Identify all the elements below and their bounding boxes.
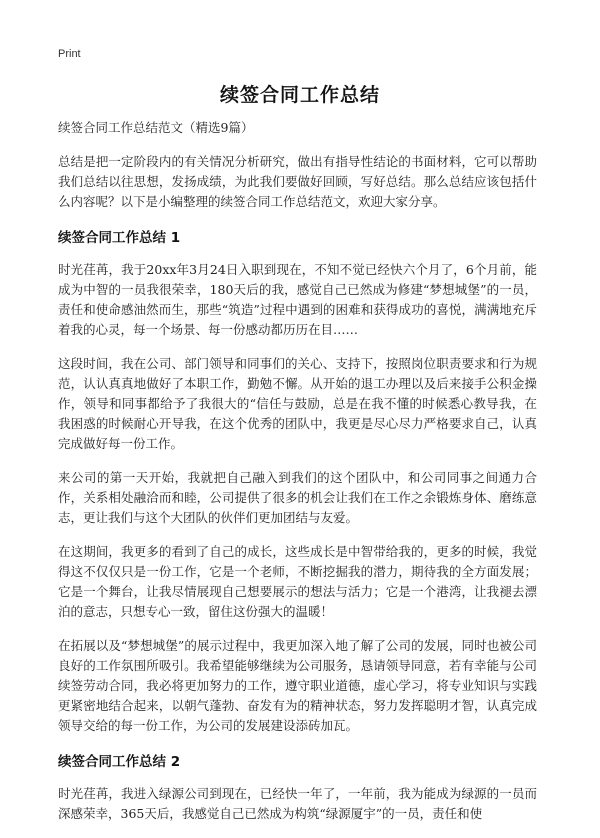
section-1-paragraph-5: 在拓展以及“梦想城堡”的展示过程中，我更加深入地了解了公司的发展，同时也被公司良好的工作氛围所吸引。我希望能够继续为公司服务，恳请领导同意，若有幸能与公司续签劳动合同，我必将更加努力的工作，遵守职业道德，虚心学习，将专业知识与实践更紧密地结合起来，以朝气蓬勃、奋发有为的精神状态，努力发挥聪明才智，认真完成领导交给的每一份工作，为公司的发展建设添砖加瓦。 bbox=[58, 638, 537, 733]
section-1-paragraph-3: 来公司的第一天开始，我就把自己融入到我们的这个团队中，和公司同事之间通力合作，关系相处融洽而和睦，公司提供了很多的机会让我们在工作之余锻炼身体、磨练意志，更让我们与这个大团队的伙伴们更加团结与友爱。 bbox=[58, 470, 537, 525]
document-subtitle: 续签合同工作总结范文（精选9篇） bbox=[58, 120, 254, 135]
section-1-paragraph-4: 在这期间，我更多的看到了自己的成长，这些成长是中智带给我的，更多的时候，我觉得这不仅仅只是一份工作，它是一个老师，不断挖掘我的潜力，期待我的全方面发展；它是一个舞台，让我尽情展现自己想要展示的想法与活力；它是一个港湾，让我褪去漂泊的意志，只想专心一致，留住这份强大的温暖！ bbox=[58, 544, 537, 619]
document-title: 续签合同工作总结 bbox=[219, 84, 380, 106]
document-body bbox=[58, 118, 537, 838]
section-heading-1: 续签合同工作总结 1 bbox=[58, 230, 181, 246]
print-link[interactable]: Print bbox=[58, 48, 81, 60]
section-2-paragraph-1: 时光荏苒，我进入绿源公司到现在，已经快一年了，一年前，我为能成为绿源的一员而深感荣幸，365天后，我感觉自己已然成为构筑“绿源厦宇”的一员，责任和使 bbox=[58, 786, 537, 821]
intro-paragraph: 总结是把一定阶段内的有关情况分析研究，做出有指导性结论的书面材料，它可以帮助我们总结以往思想，发扬成绩，为此我们要做好回顾，写好总结。那么总结应该包括什么内容呢？以下是小编整理的续签合同工作总结范文，欢迎大家分享。 bbox=[58, 154, 537, 209]
section-1-paragraph-2: 这段时间，我在公司、部门领导和同事们的关心、支持下，按照岗位职责要求和行为规范，认认真真地做好了本职工作，勤勉不懈。从开始的退工办理以及后来接手公积金操作，领导和同事都给予了我很大的“信任与鼓励，总是在我不懂的时候悉心教导我，在我困惑的时候耐心开导我，在这个优秀的团队中，我更是尽心尽力严格要求自己，认真完成做好每一份工作。 bbox=[58, 356, 537, 451]
section-1-paragraph-1: 时光荏苒，我于20xx年3月24日入职到现在，不知不觉已经快六个月了，6个月前，能成为中智的一员我很荣幸，180天后的我，感觉自己已然成为修建“梦想城堡”的一员，责任和使命感油然而生，那些“筑造”过程中遇到的困难和获得成功的喜悦，满满地充斥着我的心灵，每一个场景、每一份感动都历历在目…… bbox=[58, 262, 537, 337]
section-heading-2: 续签合同工作总结 2 bbox=[58, 754, 181, 770]
